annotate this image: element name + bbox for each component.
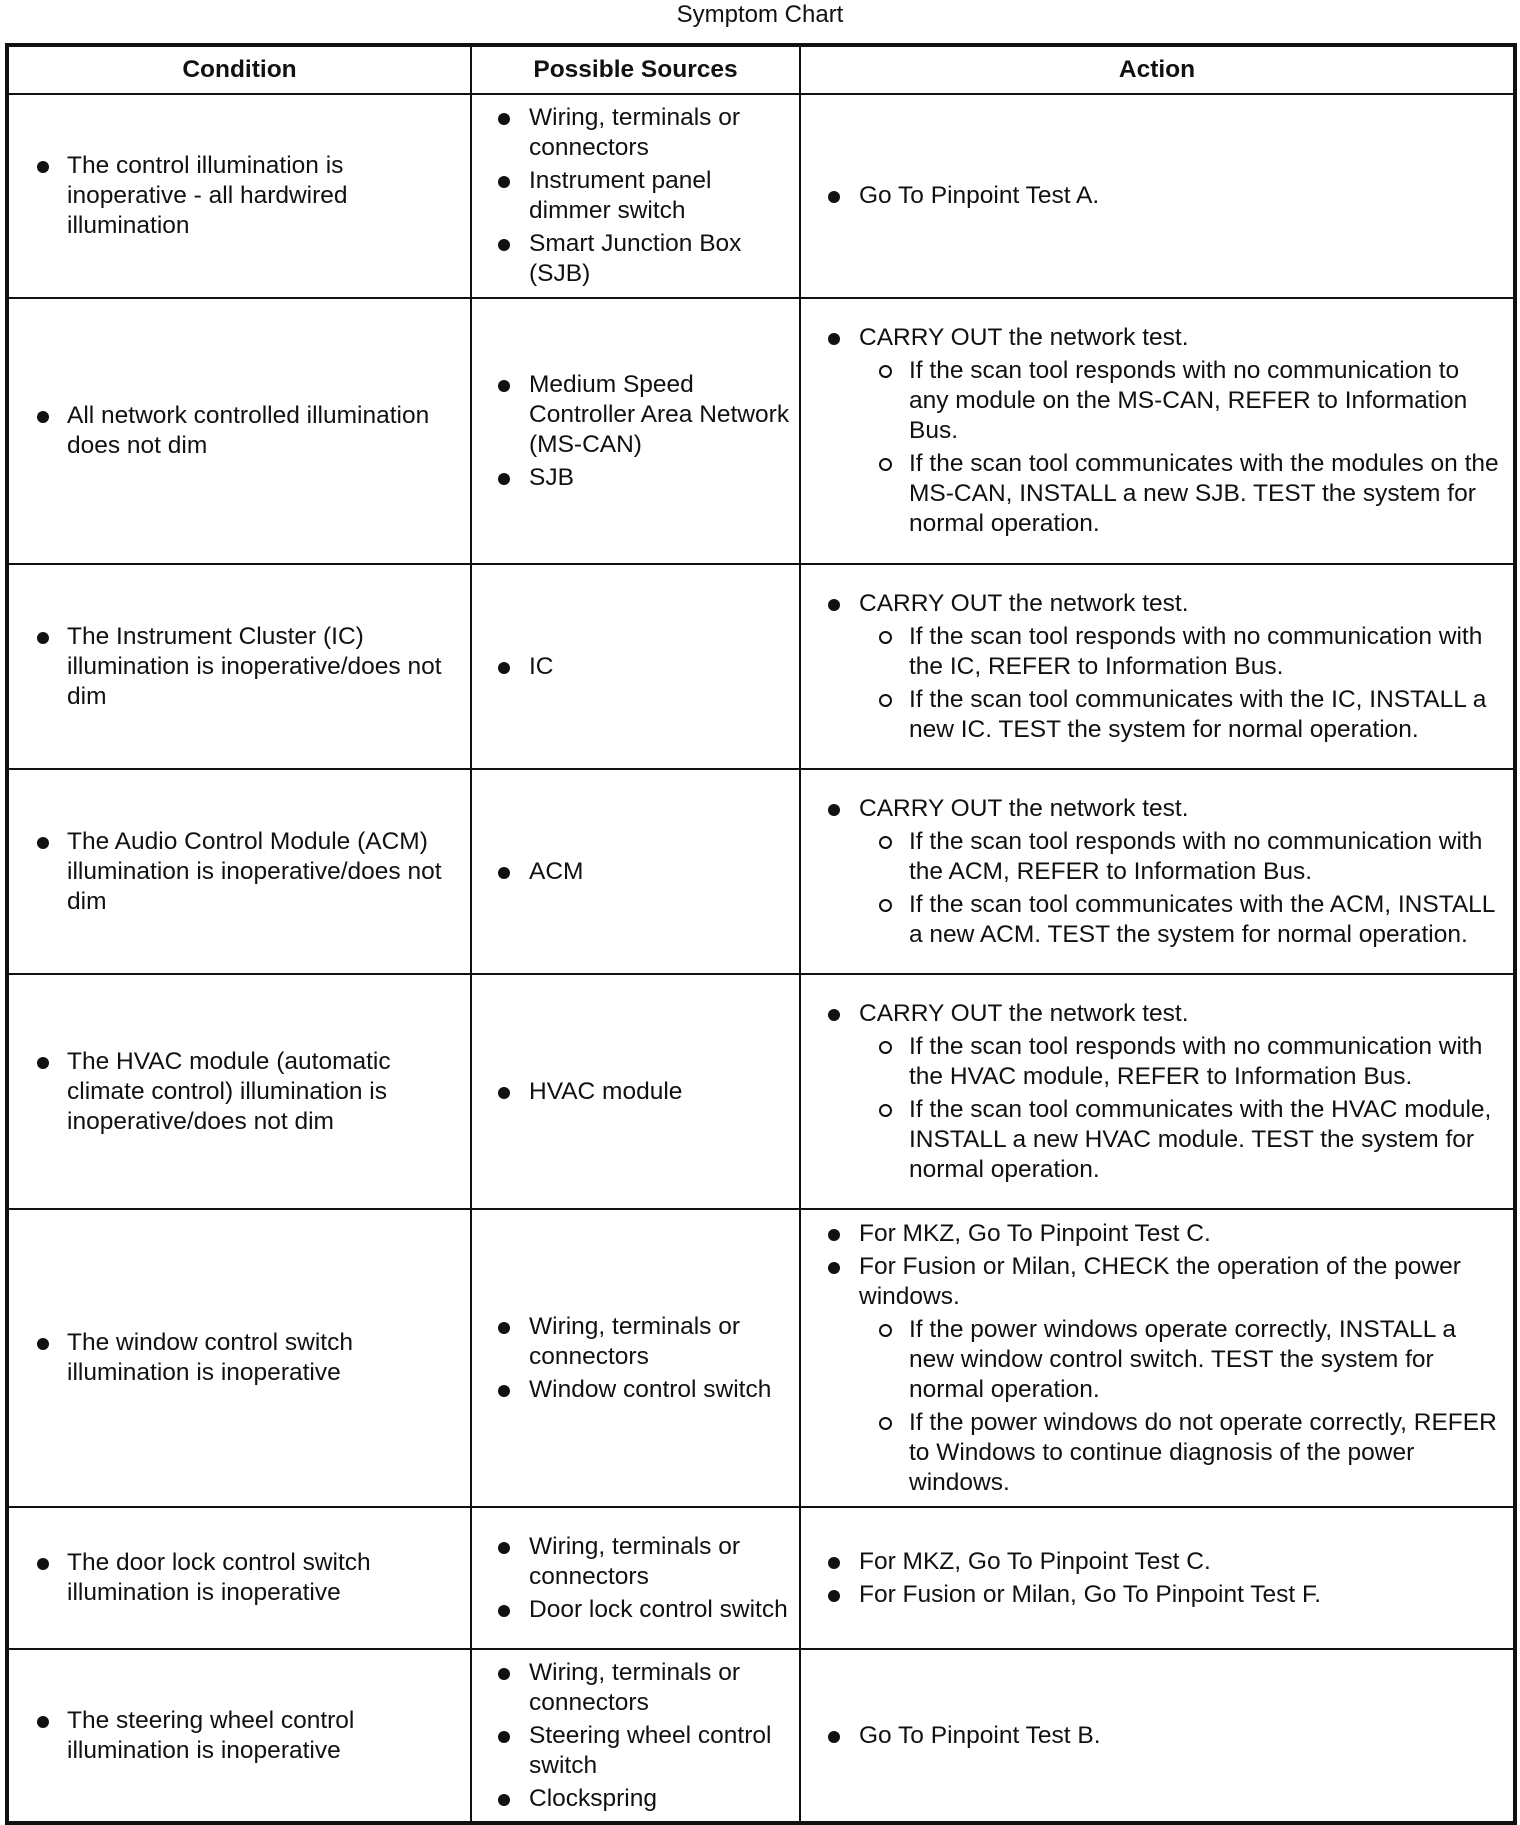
item-text: Wiring, terminals or connectors <box>529 1658 741 1716</box>
action-sub-item <box>859 356 1507 446</box>
sources-list <box>472 652 799 682</box>
bullet-dot-icon <box>498 1542 510 1554</box>
condition-list <box>9 151 470 241</box>
sources-list <box>472 857 799 887</box>
bullet-dot-icon <box>828 599 840 611</box>
bullet-dot-icon <box>498 1087 510 1099</box>
action-list <box>801 1721 1513 1751</box>
item-text: For MKZ, Go To Pinpoint Test C. <box>859 1219 1211 1247</box>
action-item <box>801 181 1513 211</box>
action-list <box>801 999 1513 1185</box>
item-text: The door lock control switch illumination is inoperative <box>67 1549 371 1606</box>
item-text: If the scan tool communicates with the HVAC module, INSTALL a new HVAC module. TEST the system for normal operation. <box>909 1095 1492 1183</box>
bullet-dot-icon <box>37 837 49 849</box>
action-list <box>801 323 1513 539</box>
action-cell <box>800 1209 1515 1507</box>
header-possible-sources: Possible Sources <box>471 45 800 94</box>
action-sub-item <box>859 1095 1507 1185</box>
sub-bullet-circle-icon <box>879 631 892 644</box>
item-text: Go To Pinpoint Test B. <box>859 1721 1101 1749</box>
action-item <box>801 1721 1513 1751</box>
item-text: For Fusion or Milan, CHECK the operation of the power windows. <box>859 1252 1461 1310</box>
sub-bullet-circle-icon <box>879 1104 892 1117</box>
bullet-dot-icon <box>498 239 510 251</box>
action-sub-item <box>859 1032 1507 1092</box>
bullet-dot-icon <box>37 161 49 173</box>
item-text: CARRY OUT the network test. <box>859 999 1189 1027</box>
item-text: Window control switch <box>529 1375 772 1403</box>
item-text: The HVAC module (automatic climate control) illumination is inoperative/does not dim <box>67 1047 391 1135</box>
item-text: Go To Pinpoint Test A. <box>859 182 1100 209</box>
condition-item <box>9 401 470 461</box>
action-cell <box>800 974 1515 1209</box>
table-row <box>7 769 1515 974</box>
condition-item <box>9 1548 470 1608</box>
header-action: Action <box>800 45 1515 94</box>
bullet-dot-icon <box>828 1009 840 1021</box>
condition-cell <box>7 1507 471 1649</box>
sub-bullet-circle-icon <box>879 458 892 471</box>
item-text: Wiring, terminals or connectors <box>529 104 741 161</box>
bullet-dot-icon <box>828 1557 840 1569</box>
action-sub-list <box>859 827 1507 950</box>
condition-cell <box>7 1209 471 1507</box>
condition-cell <box>7 94 471 298</box>
condition-item <box>9 622 470 712</box>
bullet-dot-icon <box>37 411 49 423</box>
table-row <box>7 1209 1515 1507</box>
sub-bullet-circle-icon <box>879 1041 892 1054</box>
bullet-dot-icon <box>37 1558 49 1570</box>
bullet-dot-icon <box>828 804 840 816</box>
action-sub-item <box>859 827 1507 887</box>
item-text: The Audio Control Module (ACM) illumination is inoperative/does not dim <box>67 827 442 915</box>
item-text: Wiring, terminals or connectors <box>529 1532 741 1590</box>
possible-sources-cell <box>471 1209 800 1507</box>
source-item <box>472 103 799 163</box>
item-text: CARRY OUT the network test. <box>859 324 1189 351</box>
sources-list <box>472 1532 799 1625</box>
action-list <box>801 794 1513 950</box>
sources-list <box>472 103 799 289</box>
condition-cell <box>7 564 471 769</box>
sub-bullet-circle-icon <box>879 836 892 849</box>
action-sub-item <box>859 685 1507 745</box>
item-text: All network controlled illumination does not dim <box>67 402 430 459</box>
item-text: If the scan tool responds with no communication to any module on the MS-CAN, REFER to Information Bus. <box>909 357 1468 444</box>
condition-cell <box>7 974 471 1209</box>
bullet-dot-icon <box>498 1322 510 1334</box>
source-item <box>472 652 799 682</box>
table-row <box>7 564 1515 769</box>
action-item <box>801 589 1513 745</box>
bullet-dot-icon <box>498 867 510 879</box>
item-text: For Fusion or Milan, Go To Pinpoint Test F. <box>859 1580 1322 1608</box>
action-sub-item <box>859 622 1507 682</box>
bullet-dot-icon <box>498 1731 510 1743</box>
source-item <box>472 1658 799 1718</box>
action-sub-item <box>859 449 1507 539</box>
item-text: Instrument panel dimmer switch <box>529 167 712 224</box>
source-item <box>472 370 799 460</box>
sources-list <box>472 1658 799 1814</box>
action-item <box>801 1252 1513 1498</box>
source-item <box>472 1721 799 1781</box>
item-text: If the power windows do not operate correctly, REFER to Windows to continue diagnosis of the power windows. <box>909 1408 1497 1496</box>
item-text: If the scan tool communicates with the ACM, INSTALL a new ACM. TEST the system for normal operation. <box>909 890 1495 948</box>
item-text: The steering wheel control illumination is inoperative <box>67 1706 355 1764</box>
condition-cell <box>7 1649 471 1823</box>
header-row <box>7 45 1515 94</box>
action-cell <box>800 298 1515 564</box>
bullet-dot-icon <box>828 1731 840 1743</box>
condition-cell <box>7 298 471 564</box>
action-item <box>801 999 1513 1185</box>
page-title: Symptom Chart <box>676 1 844 28</box>
sources-list <box>472 1312 799 1405</box>
item-text: Steering wheel control switch <box>529 1721 772 1779</box>
bullet-dot-icon <box>498 1794 510 1806</box>
bullet-dot-icon <box>37 1338 49 1350</box>
item-text: If the scan tool communicates with the IC, INSTALL a new IC. TEST the system for normal operation. <box>909 685 1487 743</box>
action-sub-item <box>859 890 1507 950</box>
table-row <box>7 1507 1515 1649</box>
possible-sources-cell <box>471 564 800 769</box>
action-list <box>801 589 1513 745</box>
item-text: For MKZ, Go To Pinpoint Test C. <box>859 1547 1211 1575</box>
sub-bullet-circle-icon <box>879 1324 892 1337</box>
bullet-dot-icon <box>37 1057 49 1069</box>
condition-item <box>9 827 470 917</box>
item-text: If the power windows operate correctly, INSTALL a new window control switch. TEST the system for normal operation. <box>909 1315 1456 1403</box>
source-item <box>472 166 799 226</box>
source-item <box>472 463 799 493</box>
item-text: Smart Junction Box (SJB) <box>529 230 742 287</box>
condition-cell <box>7 769 471 974</box>
item-text: The Instrument Cluster (IC) illumination is inoperative/does not dim <box>67 622 442 710</box>
symptom-chart-table <box>5 43 1517 1825</box>
action-sub-item <box>859 1408 1507 1498</box>
bullet-dot-icon <box>37 1716 49 1728</box>
source-item <box>472 1312 799 1372</box>
source-item <box>472 1784 799 1814</box>
action-cell <box>800 94 1515 298</box>
sub-bullet-circle-icon <box>879 899 892 912</box>
item-text: CARRY OUT the network test. <box>859 794 1189 822</box>
bullet-dot-icon <box>828 333 840 345</box>
condition-list <box>9 1047 470 1137</box>
sources-list <box>472 370 799 493</box>
sub-bullet-circle-icon <box>879 365 892 378</box>
source-item <box>472 1077 799 1107</box>
bullet-dot-icon <box>37 632 49 644</box>
table-row <box>7 94 1515 298</box>
condition-list <box>9 1706 470 1766</box>
source-item <box>472 857 799 887</box>
possible-sources-cell <box>471 974 800 1209</box>
condition-item <box>9 151 470 241</box>
condition-list <box>9 1548 470 1608</box>
source-item <box>472 229 799 289</box>
item-text: If the scan tool responds with no communication with the HVAC module, REFER to Information Bus. <box>909 1032 1483 1090</box>
table-row <box>7 298 1515 564</box>
item-text: IC <box>529 652 554 680</box>
condition-item <box>9 1328 470 1388</box>
table-row <box>7 1649 1515 1823</box>
action-item <box>801 1219 1513 1249</box>
item-text: The window control switch illumination is inoperative <box>67 1329 353 1386</box>
condition-list <box>9 827 470 917</box>
possible-sources-cell <box>471 1649 800 1823</box>
sources-list <box>472 1077 799 1107</box>
item-text: The control illumination is inoperative - all hardwired illumination <box>67 152 348 239</box>
action-list <box>801 1219 1513 1498</box>
action-sub-list <box>859 622 1507 745</box>
possible-sources-cell <box>471 94 800 298</box>
action-sub-list <box>859 1315 1507 1498</box>
item-text: CARRY OUT the network test. <box>859 589 1189 617</box>
item-text: SJB <box>529 463 574 491</box>
source-item <box>472 1375 799 1405</box>
possible-sources-cell <box>471 769 800 974</box>
bullet-dot-icon <box>828 1229 840 1241</box>
item-text: If the scan tool responds with no communication with the IC, REFER to Information Bus. <box>909 622 1483 680</box>
bullet-dot-icon <box>828 191 840 203</box>
action-cell <box>800 769 1515 974</box>
condition-item <box>9 1706 470 1766</box>
chart-body <box>7 94 1515 1823</box>
bullet-dot-icon <box>498 1668 510 1680</box>
condition-list <box>9 401 470 461</box>
action-cell <box>800 1649 1515 1823</box>
possible-sources-cell <box>471 298 800 564</box>
item-text: HVAC module <box>529 1077 683 1105</box>
item-text: Medium Speed Controller Area Network (MS-CAN) <box>529 370 790 458</box>
item-text: Clockspring <box>529 1784 657 1812</box>
action-sub-list <box>859 1032 1507 1185</box>
bullet-dot-icon <box>498 176 510 188</box>
header-condition: Condition <box>7 45 471 94</box>
condition-item <box>9 1047 470 1137</box>
item-text: ACM <box>529 857 584 885</box>
bullet-dot-icon <box>498 113 510 125</box>
item-text: Door lock control switch <box>529 1595 788 1623</box>
table-row <box>7 974 1515 1209</box>
bullet-dot-icon <box>498 1385 510 1397</box>
item-text: If the scan tool responds with no communication with the ACM, REFER to Information Bus. <box>909 827 1483 885</box>
source-item <box>472 1532 799 1592</box>
action-item <box>801 1547 1513 1577</box>
bullet-dot-icon <box>498 380 510 392</box>
item-text: Wiring, terminals or connectors <box>529 1312 741 1370</box>
action-cell <box>800 1507 1515 1649</box>
source-item <box>472 1595 799 1625</box>
bullet-dot-icon <box>498 1605 510 1617</box>
bullet-dot-icon <box>828 1590 840 1602</box>
possible-sources-cell <box>471 1507 800 1649</box>
bullet-dot-icon <box>498 473 510 485</box>
action-cell <box>800 564 1515 769</box>
condition-list <box>9 622 470 712</box>
bullet-dot-icon <box>498 662 510 674</box>
action-list <box>801 1547 1513 1610</box>
sub-bullet-circle-icon <box>879 1417 892 1430</box>
action-item <box>801 794 1513 950</box>
item-text: If the scan tool communicates with the modules on the MS-CAN, INSTALL a new SJB. TEST the system for normal operation. <box>909 450 1499 537</box>
action-sub-item <box>859 1315 1507 1405</box>
bullet-dot-icon <box>828 1262 840 1274</box>
sub-bullet-circle-icon <box>879 694 892 707</box>
action-sub-list <box>859 356 1507 539</box>
action-list <box>801 181 1513 211</box>
condition-list <box>9 1328 470 1388</box>
action-item <box>801 1580 1513 1610</box>
action-item <box>801 323 1513 539</box>
